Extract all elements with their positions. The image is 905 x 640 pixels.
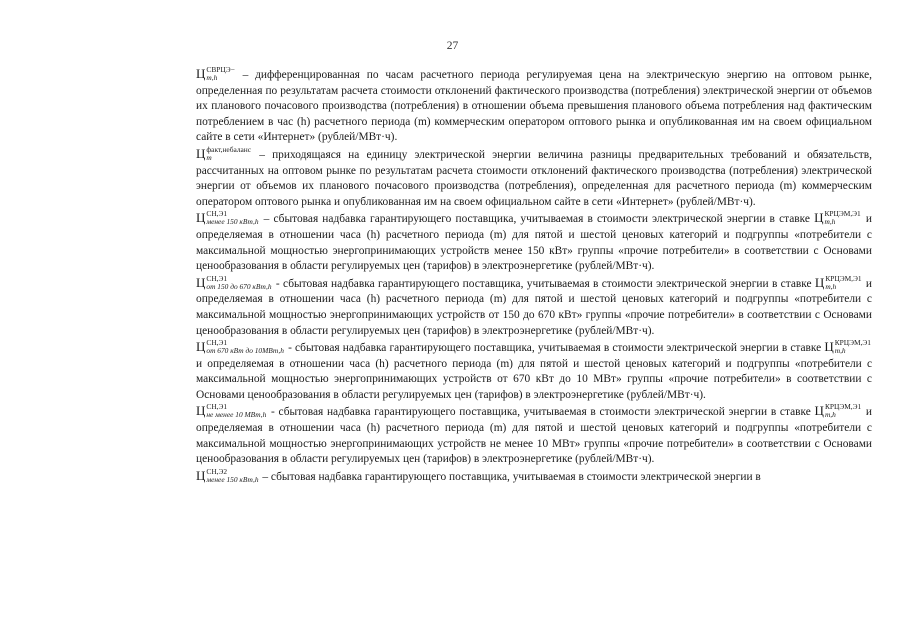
definition-text: и определяемая в отношении часа (h) расчетного периода (m) для пятой и шестой ценовых категорий и подгруппы «потребители с максимальной мощностью энергопринимающих устройств не менее 10 МВт» группы «прочие потребители» в соответствии с Основами ценообразования в области регулируемых цен (тарифов) в электроэнергетике (рублей/МВт·ч). xyxy=(196,406,872,466)
definition-paragraph xyxy=(196,66,872,146)
definition-paragraph xyxy=(196,403,872,467)
formula-symbol: Ц КРЦЭМ,Э1 m,h xyxy=(814,402,862,420)
formula-symbol: Ц СН,Э1 не менее 10 МВт,h xyxy=(196,402,267,420)
definition-text: - сбытовая надбавка гарантирующего поставщика, учитываемая в стоимости электрической энергии в ставке xyxy=(272,277,815,290)
definition-text: и определяемая в отношении часа (h) расчетного периода (m) для пятой и шестой ценовых категорий и подгруппы «потребители с максимальной мощностью энергопринимающих устройств менее 150 кВт» группы «прочие потребители» в соответствии с Основами ценообразования в области регулируемых цен (тарифов) в электроэнергетике (рублей/МВт·ч). xyxy=(196,213,872,273)
definition-text: – сбытовая надбавка гарантирующего поставщика, учитываемая в стоимости электрической энергии в xyxy=(259,470,761,483)
document-body xyxy=(196,66,872,485)
definition-paragraph xyxy=(196,275,872,339)
definition-paragraph xyxy=(196,339,872,403)
formula-symbol: Ц КРЦЭМ,Э1 m,h xyxy=(814,209,861,227)
definition-text: и определяемая в отношении часа (h) расчетного периода (m) для пятой и шестой ценовых категорий и подгруппы «потребители с максимальной мощностью энергопринимающих устройств от 670 кВт до 10 МВт» группы «прочие потребители» в соответствии с Основами ценообразования в области регулируемых цен (тарифов) в электроэнергетике (рублей/МВт·ч). xyxy=(196,357,872,401)
formula-symbol: Ц СВРЦЭ− m,h xyxy=(196,65,235,83)
definition-text: – дифференцированная по часам расчетного периода регулируемая цена на электрическую энергию на оптовом рынке, определенная по результатам расчета стоимости отклонений фактического производства (потребления) электрической энергии от объемов их планового почасового производства (потребления) в отношении объема превышения планового объема потребления над фактическим потреблением в час (h) расчетного периода (m) коммерческим оператором оптового рынка и опубликованная им на своем официальном сайте в сети «Интернет» (рублей/МВт·ч). xyxy=(196,69,872,144)
formula-symbol: Ц КРЦЭМ,Э1 m,h xyxy=(824,338,871,356)
formula-symbol: Ц СН,Э1 от 670 кВт до 10МВт,h xyxy=(196,338,284,356)
definition-text: - сбытовая надбавка гарантирующего поставщика, учитываемая в стоимости электрической энергии в ставке xyxy=(284,342,825,355)
formula-symbol: Ц КРЦЭМ,Э1 m,h xyxy=(814,273,862,291)
definition-text: - сбытовая надбавка гарантирующего поставщика, учитываемая в стоимости электрической энергии в ставке xyxy=(267,406,815,419)
formula-symbol: Ц СН,Э1 от 150 до 670 кВт,h xyxy=(196,273,272,291)
definition-paragraph xyxy=(196,210,872,274)
formula-symbol: Ц СН,Э1 менее 150 кВт,h xyxy=(196,209,259,227)
definition-text: – сбытовая надбавка гарантирующего поставщика, учитываемая в стоимости электрической энергии в ставке xyxy=(259,213,815,226)
definition-text: – приходящаяся на единицу электрической энергии величина разницы предварительных требований и обязательств, рассчитанных на оптовом рынке по результатам расчета стоимости отклонений фактического производства (потребления) электрической энергии от объемов их планового почасового производства (потребления), определенная для расчетного периода (m) коммерческим оператором оптового рынка и опубликованная им на своем официальном сайте в сети «Интернет» (рублей/МВт·ч). xyxy=(196,148,872,208)
definition-paragraph xyxy=(196,146,872,210)
formula-symbol: Ц факт,небаланс m xyxy=(196,144,252,162)
definition-text: и определяемая в отношении часа (h) расчетного периода (m) для пятой и шестой ценовых категорий и подгруппы «потребители с максимальной мощностью энергопринимающих устройств от 150 до 670 кВт» группы «прочие потребители» в соответствии с Основами ценообразования в области регулируемых цен (тарифов) в электроэнергетике (рублей/МВт·ч). xyxy=(196,277,872,337)
formula-symbol: Ц СН,Э2 менее 150 кВт,h xyxy=(196,466,259,484)
definition-paragraph xyxy=(196,468,872,486)
page-number: 27 xyxy=(446,40,459,52)
